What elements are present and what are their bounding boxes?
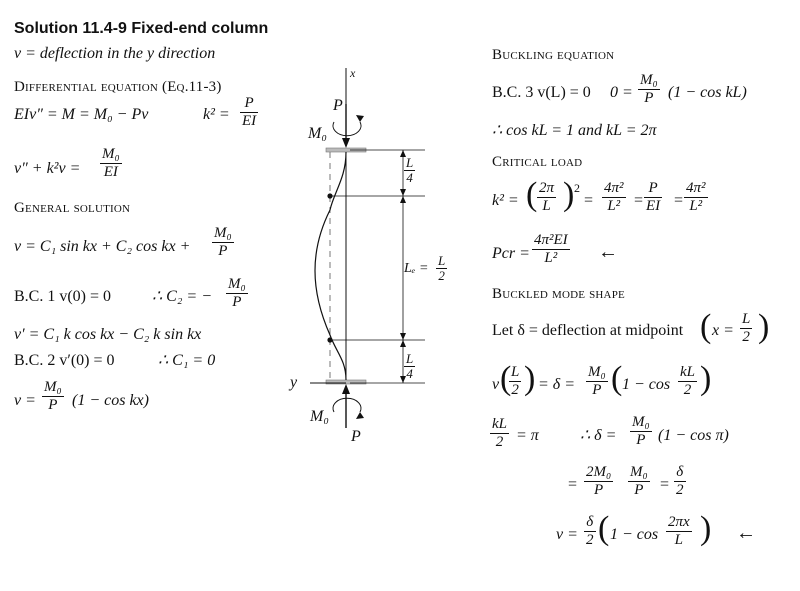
delta-rhs: (1 − cos π)	[658, 427, 729, 444]
arrowhead	[400, 189, 406, 196]
buckling-heading: Buckling equation	[492, 47, 615, 63]
mid-fraction	[509, 364, 521, 399]
pcr-num: 4π²EI	[534, 232, 568, 248]
let-x: x =	[712, 322, 734, 339]
k2-inner-num: 2π	[539, 180, 555, 196]
k-squared-den: EI	[242, 113, 257, 129]
bc1: B.C. 1 v(0) = 0	[14, 288, 112, 305]
kl-num: kL	[492, 416, 507, 432]
fig-quarter-bottom-den: 4	[406, 366, 413, 381]
mid-one: 1 − cos	[622, 376, 671, 393]
k2-exponent: 2	[574, 181, 580, 195]
bc3-num: M₀	[640, 72, 658, 88]
paren-close: )	[700, 510, 712, 547]
let-num: L	[742, 311, 751, 327]
mp-fraction	[628, 464, 650, 499]
kl-eq: = π	[516, 427, 539, 444]
delta-den: P	[636, 432, 646, 448]
vf-x-fraction	[666, 514, 692, 549]
k2-f1-den: L²	[607, 198, 621, 214]
let-fraction	[740, 311, 752, 346]
eq-sign-1: =	[568, 476, 578, 493]
column-figure	[290, 60, 480, 450]
mid-v: v	[492, 376, 500, 393]
bc3-eq: 0 =	[610, 84, 633, 101]
v-final: v =	[556, 526, 578, 543]
vf-x-den: L	[674, 532, 684, 548]
moment-arrowhead-top	[356, 115, 364, 122]
k2-lhs: k² =	[492, 192, 519, 209]
k2-inner-den: L	[542, 198, 551, 214]
final-arrow: ←	[736, 522, 756, 544]
fig-quarter-top	[404, 156, 415, 185]
k2-f3	[684, 180, 708, 215]
solution-title: Solution 11.4-9 Fixed-end column	[14, 20, 269, 37]
k2-f2	[644, 180, 662, 215]
therefore-kl: ∴ cos kL = 1 and kL = 2π	[492, 122, 657, 139]
eq2-den: EI	[103, 164, 118, 180]
vf-one: 1 − cos	[610, 526, 659, 543]
k-squared-num: P	[240, 95, 258, 113]
eq-sign: =	[674, 192, 684, 209]
k-squared-fraction	[240, 95, 258, 130]
pcr-fraction	[532, 232, 570, 267]
let-den: 2	[742, 329, 750, 345]
k2-f2-num: P	[644, 180, 662, 198]
bc3: B.C. 3 v(L) = 0	[492, 84, 591, 101]
mid-m-fraction	[586, 364, 608, 399]
bc3-rhs: (1 − cos kL)	[668, 84, 747, 101]
critical-heading: Critical load	[492, 154, 583, 170]
mid-kl-fraction	[678, 364, 697, 399]
mid-num: L	[511, 364, 520, 380]
let-delta: Let δ = deflection at midpoint	[492, 322, 684, 339]
general-den: P	[218, 243, 228, 259]
eq2-fraction	[100, 146, 122, 181]
dd-fraction	[674, 464, 686, 499]
paren-close: )	[700, 360, 712, 397]
k-squared-lhs: k² =	[203, 106, 230, 123]
fig-m0-top: M₀	[308, 125, 327, 142]
k2-f1	[602, 180, 626, 215]
paren-open: (	[611, 360, 623, 397]
moment-arrowhead-bottom	[356, 412, 364, 419]
bc1-result: ∴ C₂ = −	[152, 288, 213, 305]
bc1-num: M₀	[228, 276, 246, 292]
k2-eq: =	[584, 192, 594, 209]
moment-arc-top	[333, 122, 361, 136]
arrowhead	[400, 333, 406, 340]
bc1-den: P	[232, 294, 242, 310]
load-arrowhead-top	[342, 138, 350, 148]
pcr-den: L²	[544, 250, 558, 266]
pcr-arrow: ←	[598, 241, 618, 263]
paren-open: (	[598, 510, 610, 547]
final-num: M₀	[44, 379, 62, 395]
fig-quarter-top-num: L	[406, 155, 414, 170]
k2-f2-den: EI	[646, 198, 661, 214]
paren-close: )	[758, 308, 770, 345]
vf-num: δ	[584, 514, 596, 532]
final-fraction	[42, 379, 64, 414]
dd-num: δ	[674, 464, 686, 482]
general-fraction	[212, 225, 234, 260]
k2-f3-den: L²	[689, 198, 703, 214]
mid-kl-num: kL	[680, 364, 695, 380]
bc1-fraction	[226, 276, 248, 311]
bc3-den: P	[644, 90, 654, 106]
fig-le-fraction	[436, 254, 447, 283]
dd-den: 2	[676, 482, 684, 498]
paren-open: (	[500, 360, 512, 397]
arrowhead	[400, 340, 406, 347]
mid-kl-den: 2	[683, 382, 692, 398]
delta-fraction	[630, 414, 652, 449]
delta-result: ∴ δ =	[580, 427, 617, 444]
vf-x-num: 2πx	[668, 514, 690, 530]
two-m-den: P	[594, 482, 604, 498]
eq-sign-2: =	[660, 476, 670, 493]
fig-m0-bottom: M₀	[310, 408, 329, 425]
fig-le-label: Lₑ =	[404, 261, 429, 276]
delta-num: M₀	[632, 414, 650, 430]
final-den: P	[48, 397, 58, 413]
load-arrowhead-bottom	[342, 384, 350, 394]
fig-le-den: 2	[438, 268, 445, 283]
vf-fraction	[584, 514, 596, 549]
fig-x-label: x	[350, 66, 356, 80]
fig-y-label: y	[290, 374, 298, 391]
differential-equation: EIv″ = M = M₀ − Pv	[14, 106, 149, 123]
paren-open: (	[700, 308, 712, 345]
kl-fraction	[490, 416, 509, 451]
two-m-num: 2M₀	[586, 464, 612, 480]
diff-eq-heading: Differential equation (Eq.11-3)	[14, 79, 222, 95]
k2-inner-fraction	[537, 180, 556, 215]
bc2-result: ∴ C₁ = 0	[158, 352, 216, 369]
paren-close: )	[524, 360, 536, 397]
k2-f3-num: 4π²	[686, 180, 706, 196]
mid-m-den: P	[592, 382, 602, 398]
mp-num: M₀	[630, 464, 648, 480]
vf-den: 2	[586, 532, 594, 548]
kl-den: 2	[495, 434, 504, 450]
eq2-lhs: v″ + k²v =	[14, 160, 81, 177]
fig-quarter-top-den: 4	[406, 170, 413, 185]
k2-f1-num: 4π²	[604, 180, 624, 196]
subtitle: v = deflection in the y direction	[14, 45, 216, 62]
eq-sign: =	[634, 192, 644, 209]
fig-quarter-bottom-num: L	[406, 351, 414, 366]
mid-m-num: M₀	[588, 364, 606, 380]
arrowhead	[400, 196, 406, 203]
fig-p-top: P	[333, 97, 343, 114]
two-m-fraction	[584, 464, 613, 499]
general-solution: v = C₁ sin kx + C₂ cos kx +	[14, 238, 191, 255]
mid-eq: = δ =	[538, 376, 576, 393]
derivative: v′ = C₁ k cos kx − C₂ k sin kx	[14, 326, 202, 343]
pcr-lhs: Pcr =	[492, 245, 530, 262]
final-rhs: (1 − cos kx)	[72, 392, 149, 409]
final-lhs: v =	[14, 392, 36, 409]
bc3-fraction	[638, 72, 660, 107]
mp-den: P	[634, 482, 644, 498]
mid-den: 2	[511, 382, 519, 398]
paren-close: )	[563, 176, 575, 213]
eq2-num: M₀	[102, 146, 120, 162]
fig-le-num: L	[438, 253, 446, 268]
general-num: M₀	[214, 225, 232, 241]
fig-quarter-bottom	[404, 352, 415, 381]
general-heading: General solution	[14, 200, 131, 216]
mode-heading: Buckled mode shape	[492, 286, 625, 302]
paren-open: (	[526, 176, 538, 213]
fig-p-bottom: P	[351, 428, 361, 445]
moment-arc-bottom	[333, 398, 361, 412]
bc2: B.C. 2 v′(0) = 0	[14, 352, 115, 369]
